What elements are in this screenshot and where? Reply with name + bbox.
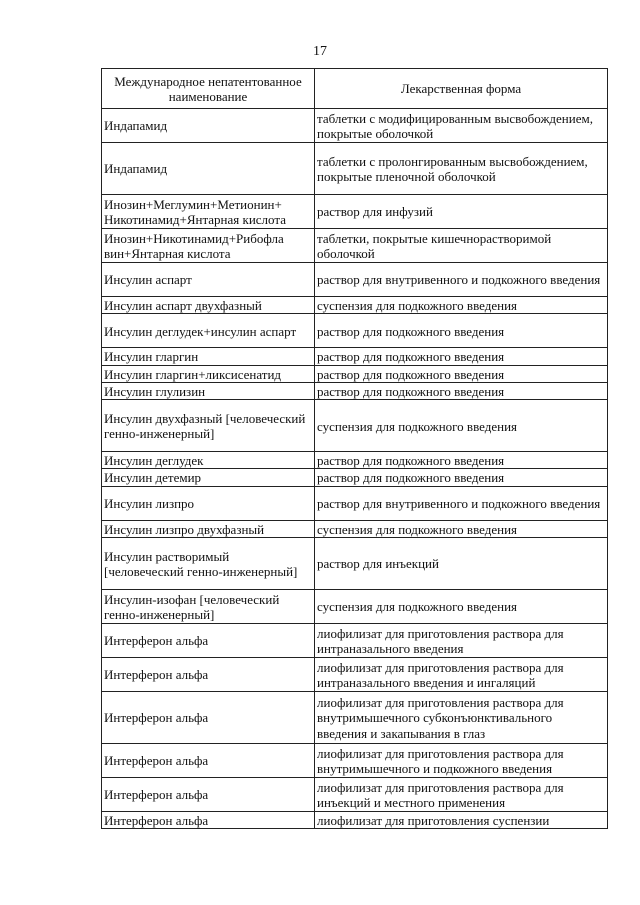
table-row xyxy=(102,314,608,348)
table-row xyxy=(102,538,608,590)
table-row xyxy=(102,365,608,382)
column-header-dosage-form: Лекарственная форма xyxy=(315,69,608,109)
dosage-form-cell: суспензия для подкожного введения xyxy=(315,590,608,624)
dosage-form-cell: суспензия для подкожного введения xyxy=(315,520,608,537)
table-row xyxy=(102,297,608,314)
table-row xyxy=(102,109,608,143)
inn-cell: Интерферон альфа xyxy=(102,624,315,658)
inn-cell: Интерферон альфа xyxy=(102,778,315,812)
dosage-form-cell: лиофилизат для приготовления раствора для интраназального введения xyxy=(315,624,608,658)
inn-cell: Инсулин гларгин xyxy=(102,348,315,365)
inn-cell: Инсулин аспарт xyxy=(102,263,315,297)
table-row xyxy=(102,195,608,229)
dosage-form-cell: раствор для инъекций xyxy=(315,538,608,590)
inn-cell: Индапамид xyxy=(102,109,315,143)
page-number: 17 xyxy=(313,44,327,59)
inn-cell: Инозин+Меглумин+Метионин+ Никотинамид+Янтарная кислота xyxy=(102,195,315,229)
dosage-form-cell: раствор для подкожного введения xyxy=(315,314,608,348)
dosage-form-cell: лиофилизат для приготовления суспензии xyxy=(315,812,608,829)
inn-cell: Инсулин детемир xyxy=(102,469,315,486)
dosage-form-cell: раствор для подкожного введения xyxy=(315,382,608,399)
column-header-inn: Международное непатентованное наименование xyxy=(102,69,315,109)
dosage-form-cell: раствор для подкожного введения xyxy=(315,348,608,365)
inn-cell: Интерферон альфа xyxy=(102,812,315,829)
inn-cell: Интерферон альфа xyxy=(102,744,315,778)
table-row xyxy=(102,812,608,829)
table-row xyxy=(102,143,608,195)
table-row xyxy=(102,382,608,399)
dosage-form-cell: лиофилизат для приготовления раствора для внутримышечного и подкожного введения xyxy=(315,744,608,778)
table-row xyxy=(102,744,608,778)
inn-cell: Инсулин лизпро двухфазный xyxy=(102,520,315,537)
table-header-row xyxy=(102,69,608,109)
inn-cell: Интерферон альфа xyxy=(102,658,315,692)
dosage-form-cell: раствор для внутривенного и подкожного введения xyxy=(315,263,608,297)
dosage-form-cell: таблетки с пролонгированным высвобождением, покрытые пленочной оболочкой xyxy=(315,143,608,195)
inn-cell: Инсулин гларгин+ликсисенатид xyxy=(102,365,315,382)
dosage-form-cell: лиофилизат для приготовления раствора для внутримышечного субконъюнктивального введения и закапывания в глаз xyxy=(315,692,608,744)
table-row xyxy=(102,486,608,520)
dosage-form-cell: раствор для подкожного введения xyxy=(315,452,608,469)
dosage-form-cell: лиофилизат для приготовления раствора для интраназального введения и ингаляций xyxy=(315,658,608,692)
table-row xyxy=(102,229,608,263)
dosage-form-cell: раствор для подкожного введения xyxy=(315,469,608,486)
drug-table xyxy=(101,68,608,829)
dosage-form-cell: раствор для внутривенного и подкожного введения xyxy=(315,486,608,520)
inn-cell: Индапамид xyxy=(102,143,315,195)
table-row xyxy=(102,778,608,812)
dosage-form-cell: суспензия для подкожного введения xyxy=(315,400,608,452)
table-row xyxy=(102,624,608,658)
dosage-form-cell: таблетки с модифицированным высвобождением, покрытые оболочкой xyxy=(315,109,608,143)
dosage-form-cell: таблетки, покрытые кишечнорастворимой оболочкой xyxy=(315,229,608,263)
table-row xyxy=(102,590,608,624)
table-row xyxy=(102,452,608,469)
inn-cell: Инозин+Никотинамид+Рибофла вин+Янтарная кислота xyxy=(102,229,315,263)
inn-cell: Инсулин глулизин xyxy=(102,382,315,399)
dosage-form-cell: лиофилизат для приготовления раствора для инъекций и местного применения xyxy=(315,778,608,812)
table-row xyxy=(102,692,608,744)
inn-cell: Инсулин двухфазный [человеческий генно-инженерный] xyxy=(102,400,315,452)
inn-cell: Интерферон альфа xyxy=(102,692,315,744)
table-row xyxy=(102,348,608,365)
inn-cell: Инсулин деглудек+инсулин аспарт xyxy=(102,314,315,348)
inn-cell: Инсулин лизпро xyxy=(102,486,315,520)
table-row xyxy=(102,658,608,692)
table-row xyxy=(102,400,608,452)
inn-cell: Инсулин-изофан [человеческий генно-инженерный] xyxy=(102,590,315,624)
table-row xyxy=(102,263,608,297)
inn-cell: Инсулин растворимый [человеческий генно-инженерный] xyxy=(102,538,315,590)
dosage-form-cell: суспензия для подкожного введения xyxy=(315,297,608,314)
inn-cell: Инсулин аспарт двухфазный xyxy=(102,297,315,314)
table-row xyxy=(102,469,608,486)
dosage-form-cell: раствор для инфузий xyxy=(315,195,608,229)
inn-cell: Инсулин деглудек xyxy=(102,452,315,469)
table-row xyxy=(102,520,608,537)
dosage-form-cell: раствор для подкожного введения xyxy=(315,365,608,382)
